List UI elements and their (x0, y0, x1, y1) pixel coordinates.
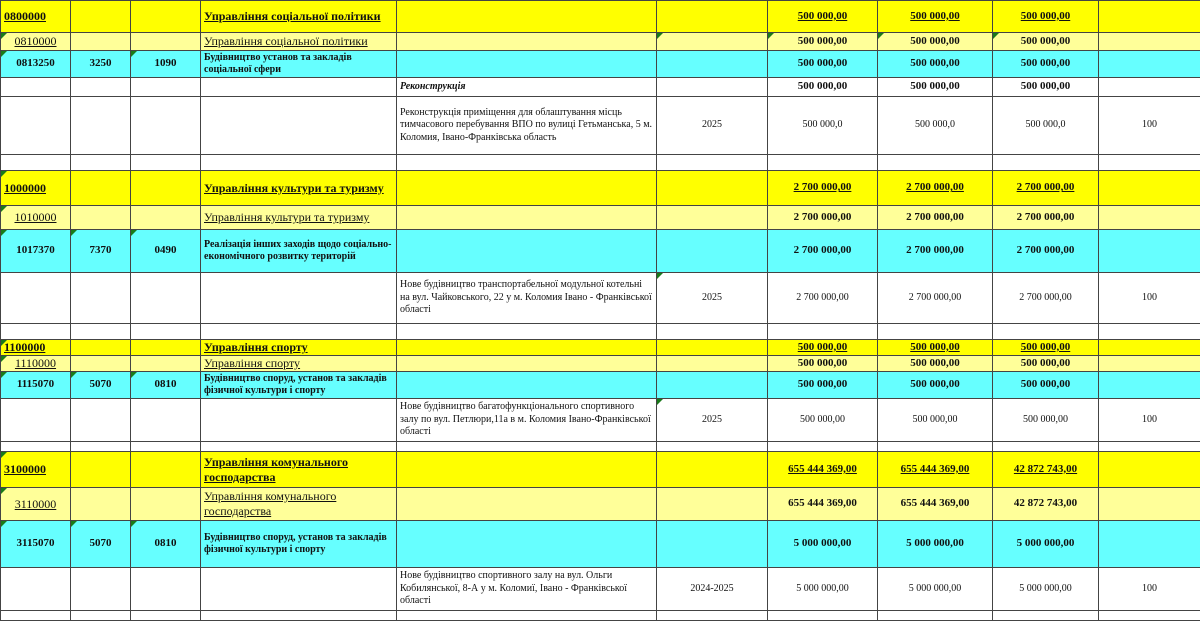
empty-cell[interactable] (131, 273, 201, 324)
subgroup-value-3[interactable]: 500 000,00 (993, 356, 1099, 372)
group-value-1[interactable]: 655 444 369,00 (768, 452, 878, 488)
subgroup-row (1, 356, 1200, 372)
subgroup-name[interactable]: Управління соціальної політики (201, 33, 397, 51)
project-value-2[interactable]: 500 000,00 (878, 399, 993, 442)
empty-cell[interactable] (657, 78, 768, 97)
subgroup-code[interactable]: 0810000 (1, 33, 71, 51)
empty-cell[interactable] (1, 155, 71, 171)
program-code[interactable]: 1115070 (1, 372, 71, 399)
group-row (1, 452, 1200, 488)
program-name[interactable]: Реалізація інших заходів щодо соціально-економічного розвитку територій (201, 230, 397, 273)
program-name[interactable]: Будівництво установ та закладів соціальної сфери (201, 51, 397, 78)
empty-cell[interactable] (397, 230, 657, 273)
empty-cell[interactable] (657, 230, 768, 273)
empty-cell[interactable] (657, 356, 768, 372)
group-value-2[interactable]: 500 000,00 (878, 340, 993, 356)
empty-cell[interactable] (1, 78, 71, 97)
project-period[interactable]: 2024-2025 (657, 568, 768, 611)
program-code[interactable]: 0813250 (1, 51, 71, 78)
category-label[interactable]: Реконструкція (397, 78, 657, 97)
empty-cell[interactable] (993, 324, 1099, 340)
empty-cell[interactable] (131, 399, 201, 442)
program-value-3[interactable]: 500 000,00 (993, 372, 1099, 399)
subgroup-value-1[interactable]: 2 700 000,00 (768, 206, 878, 230)
empty-cell[interactable] (131, 611, 201, 621)
project-percent[interactable]: 100 (1099, 273, 1200, 324)
subgroup-name[interactable]: Управління культури та туризму (201, 206, 397, 230)
empty-cell[interactable] (768, 324, 878, 340)
program-name[interactable]: Будівництво споруд, установ та закладів фізичної культури і спорту (201, 372, 397, 399)
project-period[interactable]: 2025 (657, 273, 768, 324)
empty-cell[interactable] (657, 372, 768, 399)
program-value-3[interactable]: 500 000,00 (993, 51, 1099, 78)
project-row (1, 399, 1200, 442)
program-kfk[interactable]: 0490 (131, 230, 201, 273)
program-kpk[interactable]: 3250 (71, 51, 131, 78)
empty-cell[interactable] (768, 155, 878, 171)
group-name[interactable]: Управління соціальної політики (201, 1, 397, 33)
empty-cell[interactable] (1099, 78, 1200, 97)
empty-cell[interactable] (878, 442, 993, 452)
empty-cell[interactable] (397, 155, 657, 171)
subgroup-row (1, 206, 1200, 230)
empty-cell[interactable] (1099, 340, 1200, 356)
project-value-1[interactable]: 500 000,0 (768, 97, 878, 155)
group-value-3[interactable]: 500 000,00 (993, 1, 1099, 33)
empty-cell[interactable] (1099, 1, 1200, 33)
project-row (1, 568, 1200, 611)
subgroup-code[interactable]: 3110000 (1, 488, 71, 521)
program-kpk[interactable]: 5070 (71, 521, 131, 568)
empty-cell[interactable] (397, 340, 657, 356)
program-row (1, 51, 1200, 78)
empty-cell[interactable] (71, 488, 131, 521)
empty-cell[interactable] (657, 340, 768, 356)
empty-cell[interactable] (71, 78, 131, 97)
group-name[interactable]: Управління спорту (201, 340, 397, 356)
empty-cell[interactable] (878, 611, 993, 621)
empty-cell[interactable] (657, 521, 768, 568)
group-value-1[interactable]: 500 000,00 (768, 340, 878, 356)
subgroup-value-2[interactable]: 2 700 000,00 (878, 206, 993, 230)
empty-cell[interactable] (201, 155, 397, 171)
empty-cell[interactable] (657, 33, 768, 51)
empty-cell[interactable] (71, 155, 131, 171)
empty-cell[interactable] (1, 611, 71, 621)
program-value-2[interactable]: 5 000 000,00 (878, 521, 993, 568)
group-name[interactable]: Управління комунального господарства (201, 452, 397, 488)
group-value-1[interactable]: 2 700 000,00 (768, 171, 878, 206)
program-value-3[interactable]: 5 000 000,00 (993, 521, 1099, 568)
empty-cell[interactable] (878, 324, 993, 340)
empty-cell[interactable] (71, 340, 131, 356)
empty-cell[interactable] (201, 273, 397, 324)
empty-cell[interactable] (1099, 452, 1200, 488)
empty-cell[interactable] (201, 324, 397, 340)
group-value-2[interactable]: 2 700 000,00 (878, 171, 993, 206)
category-value-3[interactable]: 500 000,00 (993, 78, 1099, 97)
empty-cell[interactable] (201, 399, 397, 442)
empty-cell[interactable] (397, 611, 657, 621)
project-value-2[interactable]: 5 000 000,00 (878, 568, 993, 611)
empty-cell[interactable] (657, 1, 768, 33)
empty-cell[interactable] (397, 324, 657, 340)
program-value-2[interactable]: 500 000,00 (878, 372, 993, 399)
empty-cell[interactable] (397, 206, 657, 230)
empty-cell[interactable] (131, 155, 201, 171)
empty-cell[interactable] (1099, 356, 1200, 372)
empty-cell[interactable] (397, 51, 657, 78)
empty-cell[interactable] (657, 452, 768, 488)
empty-cell[interactable] (201, 442, 397, 452)
project-value-1[interactable]: 2 700 000,00 (768, 273, 878, 324)
empty-cell[interactable] (657, 206, 768, 230)
empty-cell[interactable] (1, 568, 71, 611)
program-value-2[interactable]: 500 000,00 (878, 51, 993, 78)
empty-cell[interactable] (71, 356, 131, 372)
program-kpk[interactable]: 5070 (71, 372, 131, 399)
group-value-2[interactable]: 655 444 369,00 (878, 452, 993, 488)
empty-cell[interactable] (131, 452, 201, 488)
subgroup-name[interactable]: Управління комунального господарства (201, 488, 397, 521)
project-period[interactable]: 2025 (657, 97, 768, 155)
group-value-3[interactable]: 500 000,00 (993, 340, 1099, 356)
empty-cell[interactable] (201, 611, 397, 621)
group-value-3[interactable]: 42 872 743,00 (993, 452, 1099, 488)
empty-cell[interactable] (993, 155, 1099, 171)
empty-cell[interactable] (1099, 521, 1200, 568)
empty-cell[interactable] (397, 442, 657, 452)
empty-cell[interactable] (71, 206, 131, 230)
group-code[interactable]: 1000000 (1, 171, 71, 206)
empty-cell[interactable] (201, 78, 397, 97)
project-name[interactable]: Нове будівництво спортивного залу на вул. Ольги Кобилянської, 8-А у м. Коломиї, Івано - Франківської області (397, 568, 657, 611)
empty-cell[interactable] (1, 399, 71, 442)
empty-cell[interactable] (131, 33, 201, 51)
spacer-row (1, 324, 1200, 340)
program-name[interactable]: Будівництво споруд, установ та закладів фізичної культури і спорту (201, 521, 397, 568)
group-code[interactable]: 0800000 (1, 1, 71, 33)
empty-cell[interactable] (1099, 324, 1200, 340)
group-row (1, 1, 1200, 33)
empty-cell[interactable] (71, 97, 131, 155)
empty-cell[interactable] (1, 273, 71, 324)
empty-cell[interactable] (71, 452, 131, 488)
project-value-3[interactable]: 500 000,0 (993, 97, 1099, 155)
empty-cell[interactable] (71, 273, 131, 324)
empty-cell[interactable] (657, 51, 768, 78)
subgroup-value-3[interactable]: 42 872 743,00 (993, 488, 1099, 521)
empty-cell[interactable] (397, 372, 657, 399)
subgroup-row (1, 33, 1200, 51)
program-row (1, 521, 1200, 568)
empty-cell[interactable] (71, 171, 131, 206)
empty-cell[interactable] (201, 568, 397, 611)
program-row (1, 230, 1200, 273)
empty-cell[interactable] (1099, 155, 1200, 171)
category-value-1[interactable]: 500 000,00 (768, 78, 878, 97)
subgroup-name[interactable]: Управління спорту (201, 356, 397, 372)
empty-cell[interactable] (397, 1, 657, 33)
program-value-1[interactable]: 500 000,00 (768, 51, 878, 78)
group-name[interactable]: Управління культури та туризму (201, 171, 397, 206)
empty-cell[interactable] (71, 1, 131, 33)
spacer-row (1, 611, 1200, 621)
subgroup-code[interactable]: 1010000 (1, 206, 71, 230)
program-value-1[interactable]: 2 700 000,00 (768, 230, 878, 273)
empty-cell[interactable] (131, 442, 201, 452)
group-value-3[interactable]: 2 700 000,00 (993, 171, 1099, 206)
empty-cell[interactable] (397, 488, 657, 521)
group-row (1, 340, 1200, 356)
empty-cell[interactable] (1099, 230, 1200, 273)
empty-cell[interactable] (71, 568, 131, 611)
empty-cell[interactable] (1, 97, 71, 155)
project-period[interactable]: 2025 (657, 399, 768, 442)
spacer-row (1, 442, 1200, 452)
empty-cell[interactable] (71, 442, 131, 452)
empty-cell[interactable] (1099, 171, 1200, 206)
subgroup-value-1[interactable]: 500 000,00 (768, 356, 878, 372)
subgroup-value-1[interactable]: 500 000,00 (768, 33, 878, 51)
empty-cell[interactable] (397, 33, 657, 51)
empty-cell[interactable] (878, 155, 993, 171)
project-row (1, 273, 1200, 324)
group-code[interactable]: 1100000 (1, 340, 71, 356)
project-row (1, 97, 1200, 155)
empty-cell[interactable] (1099, 33, 1200, 51)
program-code[interactable]: 1017370 (1, 230, 71, 273)
group-row (1, 171, 1200, 206)
empty-cell[interactable] (657, 171, 768, 206)
empty-cell[interactable] (71, 324, 131, 340)
program-kfk[interactable]: 0810 (131, 521, 201, 568)
project-value-1[interactable]: 500 000,00 (768, 399, 878, 442)
program-value-1[interactable]: 500 000,00 (768, 372, 878, 399)
empty-cell[interactable] (131, 356, 201, 372)
empty-cell[interactable] (657, 611, 768, 621)
project-value-3[interactable]: 5 000 000,00 (993, 568, 1099, 611)
group-value-1[interactable]: 500 000,00 (768, 1, 878, 33)
empty-cell[interactable] (131, 171, 201, 206)
project-value-2[interactable]: 2 700 000,00 (878, 273, 993, 324)
project-percent[interactable]: 100 (1099, 399, 1200, 442)
program-value-2[interactable]: 2 700 000,00 (878, 230, 993, 273)
empty-cell[interactable] (993, 611, 1099, 621)
empty-cell[interactable] (1, 442, 71, 452)
subgroup-code[interactable]: 1110000 (1, 356, 71, 372)
empty-cell[interactable] (131, 206, 201, 230)
empty-cell[interactable] (397, 452, 657, 488)
empty-cell[interactable] (1099, 488, 1200, 521)
program-kpk[interactable]: 7370 (71, 230, 131, 273)
subgroup-row (1, 488, 1200, 521)
project-value-3[interactable]: 500 000,00 (993, 399, 1099, 442)
empty-cell[interactable] (131, 78, 201, 97)
program-value-3[interactable]: 2 700 000,00 (993, 230, 1099, 273)
empty-cell[interactable] (768, 611, 878, 621)
empty-cell[interactable] (1099, 611, 1200, 621)
empty-cell[interactable] (71, 33, 131, 51)
empty-cell[interactable] (1099, 372, 1200, 399)
empty-cell[interactable] (657, 442, 768, 452)
project-name[interactable]: Нове будівництво транспортабельної модульної котельні на вул. Чайковського, 22 у м. Коломия Івано - Франківської області (397, 273, 657, 324)
empty-cell[interactable] (1099, 206, 1200, 230)
subgroup-value-2[interactable]: 500 000,00 (878, 356, 993, 372)
project-value-1[interactable]: 5 000 000,00 (768, 568, 878, 611)
project-percent[interactable]: 100 (1099, 97, 1200, 155)
empty-cell[interactable] (131, 324, 201, 340)
project-name[interactable]: Реконструкція приміщення для облаштування місць тимчасового перебування ВПО по вулиці Гетьманська, 5 м. Коломия, Івано-Франківська область (397, 97, 657, 155)
empty-cell[interactable] (201, 97, 397, 155)
program-row (1, 372, 1200, 399)
program-code[interactable]: 3115070 (1, 521, 71, 568)
subgroup-value-1[interactable]: 655 444 369,00 (768, 488, 878, 521)
group-code[interactable]: 3100000 (1, 452, 71, 488)
empty-cell[interactable] (657, 324, 768, 340)
empty-cell[interactable] (397, 356, 657, 372)
empty-cell[interactable] (657, 488, 768, 521)
group-value-2[interactable]: 500 000,00 (878, 1, 993, 33)
empty-cell[interactable] (397, 171, 657, 206)
empty-cell[interactable] (1099, 442, 1200, 452)
empty-cell[interactable] (993, 442, 1099, 452)
empty-cell[interactable] (71, 399, 131, 442)
program-value-1[interactable]: 5 000 000,00 (768, 521, 878, 568)
category-value-2[interactable]: 500 000,00 (878, 78, 993, 97)
empty-cell[interactable] (1, 324, 71, 340)
subgroup-value-3[interactable]: 500 000,00 (993, 33, 1099, 51)
empty-cell[interactable] (131, 488, 201, 521)
empty-cell[interactable] (657, 155, 768, 171)
project-value-2[interactable]: 500 000,0 (878, 97, 993, 155)
spacer-row (1, 155, 1200, 171)
project-value-3[interactable]: 2 700 000,00 (993, 273, 1099, 324)
empty-cell[interactable] (131, 97, 201, 155)
empty-cell[interactable] (131, 340, 201, 356)
empty-cell[interactable] (71, 611, 131, 621)
subgroup-value-2[interactable]: 655 444 369,00 (878, 488, 993, 521)
program-kfk[interactable]: 0810 (131, 372, 201, 399)
empty-cell[interactable] (131, 568, 201, 611)
category-row (1, 78, 1200, 97)
subgroup-value-2[interactable]: 500 000,00 (878, 33, 993, 51)
empty-cell[interactable] (1099, 51, 1200, 78)
program-kfk[interactable]: 1090 (131, 51, 201, 78)
empty-cell[interactable] (768, 442, 878, 452)
project-percent[interactable]: 100 (1099, 568, 1200, 611)
empty-cell[interactable] (397, 521, 657, 568)
empty-cell[interactable] (131, 1, 201, 33)
subgroup-value-3[interactable]: 2 700 000,00 (993, 206, 1099, 230)
project-name[interactable]: Нове будівництво багатофункціонального спортивного залу по вул. Петлюри,11а в м. Коломия Івано-Франківської області (397, 399, 657, 442)
